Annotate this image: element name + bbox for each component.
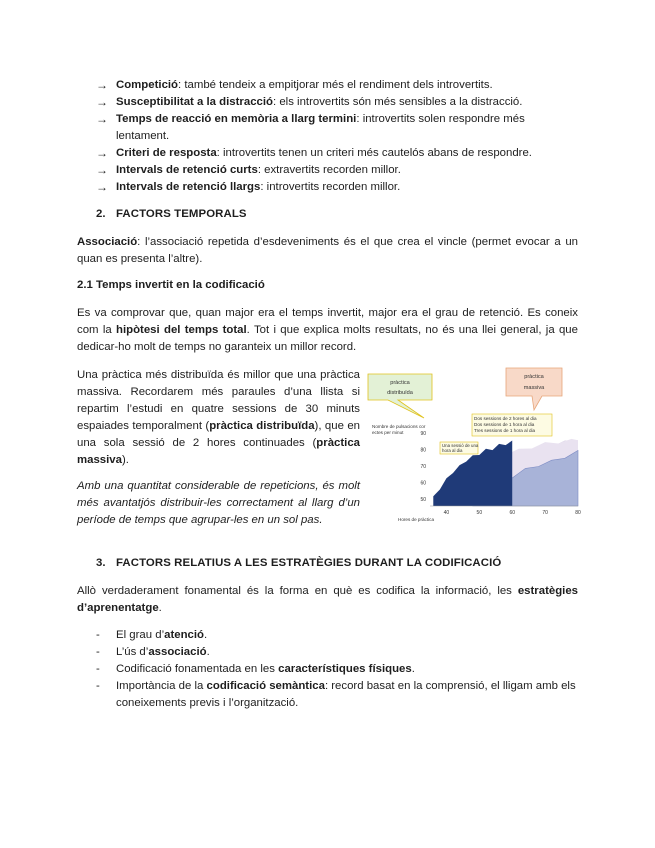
legend-entry: Dos sessions de 1 hora al dia: [474, 422, 535, 427]
callout-massiva-label: massiva: [523, 385, 545, 391]
x-tick-label: 40: [443, 510, 450, 516]
callout-distribuida-label: pràctica: [390, 380, 410, 386]
list-item: → Intervals de retenció llargs: introvertits recorden millor.: [96, 180, 401, 194]
list-item: - Importància de la codificació semàntica: record basat en la comprensió, el lligam amb els coneixements previs i l’organització.: [96, 678, 578, 712]
subsection-heading-2-1: 2.1 Temps invertit en la codificació: [77, 279, 265, 291]
legend-entry: Tres sessions de 1 hora al dia: [474, 428, 536, 433]
dash-bullet: -: [96, 663, 100, 675]
dash-bullet: -: [96, 646, 100, 658]
arrow-list: [96, 77, 581, 196]
list-item: → Criteri de resposta: introvertits tenen un criteri més cautelós abans de respondre.: [96, 146, 532, 160]
arrow-bullet: →: [96, 78, 108, 92]
x-tick-label: 50: [476, 510, 483, 516]
x-tick-label: 60: [509, 510, 516, 516]
dash-bullet: -: [96, 629, 100, 641]
single-session-label-line1: Una sessió de una: [442, 443, 479, 448]
x-axis-label: Hores de pràctica: [398, 517, 435, 522]
paragraph-italic-note: Amb una quantitat considerable de repeticions, és molt més avantatjós distribuir-les correctament al llarg d’un període de temps que agrupar-les en un sol pas.: [77, 480, 360, 526]
x-tick-label: 80: [575, 510, 581, 516]
list-item: → Temps de reacció en memòria a llarg termini: introvertits solen respondre més lentament.: [96, 111, 581, 145]
arrow-bullet: →: [96, 163, 108, 177]
paragraph-temps-total: Es va comprovar que, quan major era el temps invertit, major era el grau de retenció. Es coneix com la hipòtesi del temps total. Tot i que explica molts resultats, no és una llei general, ja que dedicar-ho molt de temps no garanteix un millor record.: [77, 307, 578, 353]
arrow-bullet: →: [96, 112, 108, 126]
callout-distribuida-label: distribuïda: [387, 390, 413, 396]
single-session-label-line2: hora al dia: [442, 448, 463, 453]
y-tick-label: 90: [420, 431, 426, 438]
list-item: → Intervals de retenció curts: extravertits recorden millor.: [96, 163, 401, 177]
legend-entry: Dos sessions de 2 hores al dia: [474, 416, 537, 421]
dash-list: [96, 627, 578, 712]
arrow-bullet: →: [96, 146, 108, 160]
y-axis-label-line2: ectes per minut: [372, 430, 404, 435]
practice-chart: [364, 364, 582, 528]
section-heading-3: 3. FACTORS RELATIUS A LES ESTRATÈGIES DURANT LA CODIFICACIÓ: [96, 557, 502, 569]
dash-bullet: -: [96, 680, 100, 692]
y-tick-label: 80: [420, 447, 426, 454]
x-tick-label: 70: [542, 510, 548, 516]
paragraph-codificacio: Allò verdaderament fonamental és la forma en què es codifica la informació, les estratègies d’aprenentatge.: [77, 585, 578, 614]
y-axis-label-line1: Nombre de pulsacions cor: [372, 424, 426, 429]
callout-massiva-label: pràctica: [524, 374, 544, 380]
list-item: - El grau d’atenció.: [96, 627, 578, 644]
list-item: - L’ús d’associació.: [96, 644, 578, 661]
y-tick-label: 50: [420, 496, 426, 503]
list-item: → Susceptibilitat a la distracció: els introvertits són més sensibles a la distracció.: [96, 95, 523, 109]
list-item: - Codificació fonamentada en les característiques físiques.: [96, 661, 578, 678]
paragraph-associacio: Associació: l’associació repetida d’esdeveniments és el que crea el vincle (permet evocar a un quan es presenta l’altre).: [77, 236, 578, 265]
y-tick-label: 70: [420, 464, 426, 470]
arrow-bullet: →: [96, 180, 108, 194]
paragraph-practica: Una pràctica més distribuïda és millor que una pràctica massiva. Recordarem més paraules d’una llista si repartim l’estudi en quatre sessions de 30 minuts espaiades temporalment (pràctica distribuïda), que en una sola sessió de 2 hores continuades (pràctica massiva).: [77, 369, 360, 466]
y-tick-label: 60: [420, 480, 426, 487]
arrow-bullet: →: [96, 95, 108, 109]
section-heading-2: 2. FACTORS TEMPORALS: [96, 208, 247, 220]
list-item: → Competició: també tendeix a empitjorar més el rendiment dels introvertits.: [96, 78, 493, 92]
